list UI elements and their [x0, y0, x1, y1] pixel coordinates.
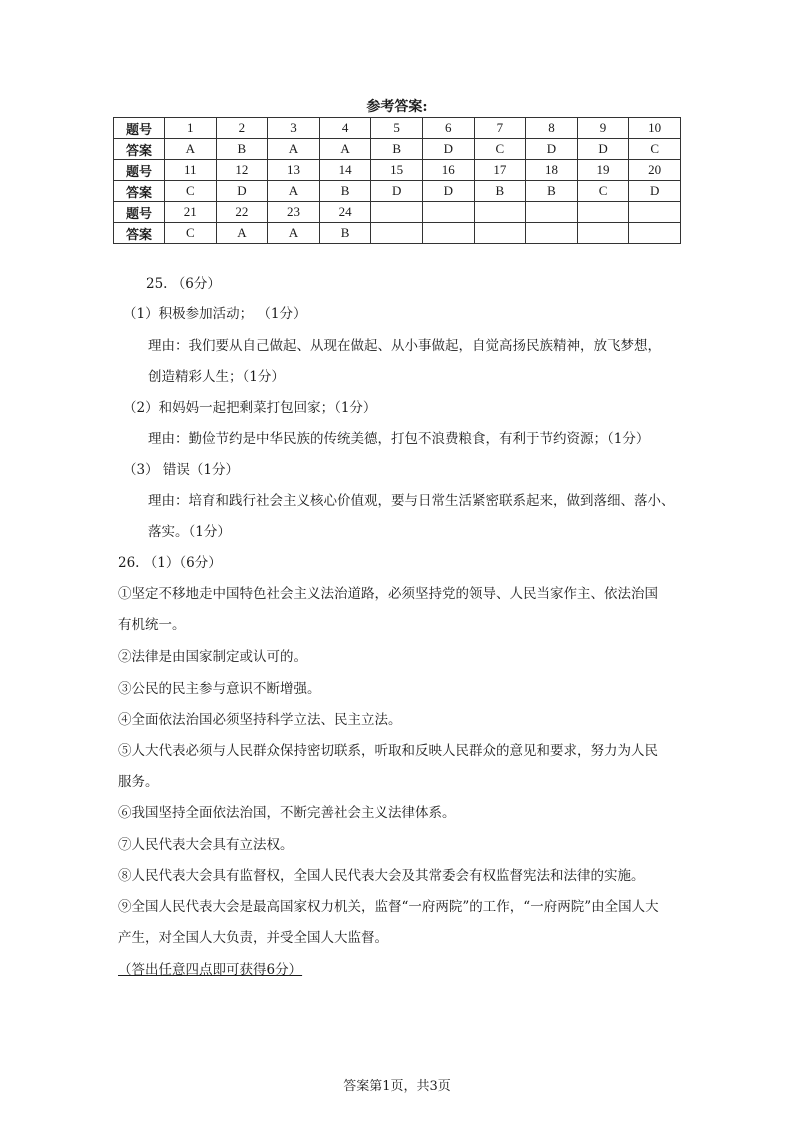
table-cell: 22 [216, 202, 268, 223]
q26-point4: ④全面依法治国必须坚持科学立法、民主立法。 [118, 712, 402, 728]
table-cell: 1 [165, 118, 217, 139]
q26-point7: ⑦人民代表大会具有立法权。 [118, 837, 294, 853]
table-cell: 10 [629, 118, 681, 139]
table-cell: 18 [526, 160, 578, 181]
table-cell: B [526, 181, 578, 202]
table-cell: A [268, 139, 320, 160]
q25-part3-reason-line2: 落实。（1分） [148, 524, 231, 540]
q26-point1-line1: ①坚定不移地走中国特色社会主义法治道路，必须坚持党的领导、人民当家作主、依法治国 [118, 586, 658, 602]
q25-part3: （3） 错误（1分） [123, 462, 239, 478]
table-cell: B [371, 139, 423, 160]
table-cell [422, 223, 474, 244]
table-cell [371, 223, 423, 244]
table-cell: 15 [371, 160, 423, 181]
q26-point9-line1: ⑨全国人民代表大会是最高国家权力机关，监督“一府两院”的工作，“一府两院”由全国人大 [118, 899, 659, 915]
table-cell [474, 202, 526, 223]
table-cell: 24 [319, 202, 371, 223]
table-cell: 23 [268, 202, 320, 223]
table-cell [629, 223, 681, 244]
table-row [114, 139, 681, 160]
table-cell: 2 [216, 118, 268, 139]
row-label: 题号 [114, 118, 165, 139]
table-cell: 4 [319, 118, 371, 139]
page-footer: 答案第1页，共3页 [343, 1079, 451, 1094]
q26-header: 26. （1）（6分） [118, 555, 222, 571]
table-cell: B [216, 139, 268, 160]
q26-point1-line2: 有机统一。 [118, 617, 186, 633]
row-label: 题号 [114, 160, 165, 181]
table-cell: D [371, 181, 423, 202]
q26-point5-line2: 服务。 [118, 774, 159, 790]
table-cell: D [422, 139, 474, 160]
table-row [114, 181, 681, 202]
table-cell: A [319, 139, 371, 160]
q26-point9-line2: 产生，对全国人大负责，并受全国人大监督。 [118, 930, 388, 946]
table-cell: 20 [629, 160, 681, 181]
table-cell [371, 202, 423, 223]
table-cell: 3 [268, 118, 320, 139]
q26-point2: ②法律是由国家制定或认可的。 [118, 649, 307, 665]
q26-point3: ③公民的民主参与意识不断增强。 [118, 681, 321, 697]
table-cell: 17 [474, 160, 526, 181]
q26-point6: ⑥我国坚持全面依法治国，不断完善社会主义法律体系。 [118, 805, 456, 821]
table-cell: D [422, 181, 474, 202]
table-row [114, 223, 681, 244]
table-cell: 19 [577, 160, 629, 181]
table-row [114, 160, 681, 181]
table-cell: D [629, 181, 681, 202]
table-cell [577, 223, 629, 244]
table-cell: B [474, 181, 526, 202]
table-cell: D [526, 139, 578, 160]
q26-point8: ⑧人民代表大会具有监督权，全国人民代表大会及其常委会有权监督宪法和法律的实施。 [118, 868, 645, 884]
q25-part1-reason-line2: 创造精彩人生；（1分） [148, 369, 285, 385]
table-cell: B [319, 181, 371, 202]
q26-scoring-note: （答出任意四点即可获得6分） [118, 962, 303, 978]
table-cell [422, 202, 474, 223]
row-label: 答案 [114, 181, 165, 202]
table-cell [526, 223, 578, 244]
table-cell: A [268, 223, 320, 244]
table-cell [474, 223, 526, 244]
table-cell: C [629, 139, 681, 160]
table-cell: C [577, 181, 629, 202]
table-cell [526, 202, 578, 223]
table-cell: 9 [577, 118, 629, 139]
table-cell [577, 202, 629, 223]
table-cell: A [216, 223, 268, 244]
table-cell [629, 202, 681, 223]
answer-key-title: 参考答案: [366, 99, 428, 115]
table-cell: C [165, 181, 217, 202]
row-label: 题号 [114, 202, 165, 223]
table-cell: A [268, 181, 320, 202]
q25-part2-reason: 理由：勤俭节约是中华民族的传统美德，打包不浪费粮食，有利于节约资源；（1分） [148, 431, 650, 447]
table-cell: 12 [216, 160, 268, 181]
table-cell: C [165, 223, 217, 244]
q26-point5-line1: ⑤人大代表必须与人民群众保持密切联系，听取和反映人民群众的意见和要求，努力为人民 [118, 743, 658, 759]
table-row [114, 118, 681, 139]
row-label: 答案 [114, 223, 165, 244]
table-cell: B [319, 223, 371, 244]
table-cell: C [474, 139, 526, 160]
answer-table [113, 117, 681, 244]
table-cell: 8 [526, 118, 578, 139]
table-cell: 5 [371, 118, 423, 139]
q25-part2: （2）和妈妈一起把剩菜打包回家；（1分） [123, 400, 377, 416]
table-cell: 21 [165, 202, 217, 223]
table-cell: 13 [268, 160, 320, 181]
q25-part1: （1）积极参加活动； （1分） [123, 306, 307, 322]
q25-header: 25. （6分） [146, 276, 221, 292]
table-cell: 6 [422, 118, 474, 139]
row-label: 答案 [114, 139, 165, 160]
table-cell: D [216, 181, 268, 202]
q25-part3-reason-line1: 理由：培育和践行社会主义核心价值观，要与日常生活紧密联系起来，做到落细、落小、 [148, 493, 675, 509]
table-cell: 11 [165, 160, 217, 181]
table-cell: A [165, 139, 217, 160]
table-cell: D [577, 139, 629, 160]
table-cell: 7 [474, 118, 526, 139]
table-cell: 14 [319, 160, 371, 181]
q25-part1-reason-line1: 理由：我们要从自己做起、从现在做起、从小事做起，自觉高扬民族精神，放飞梦想， [148, 338, 661, 354]
table-cell: 16 [422, 160, 474, 181]
table-row [114, 202, 681, 223]
